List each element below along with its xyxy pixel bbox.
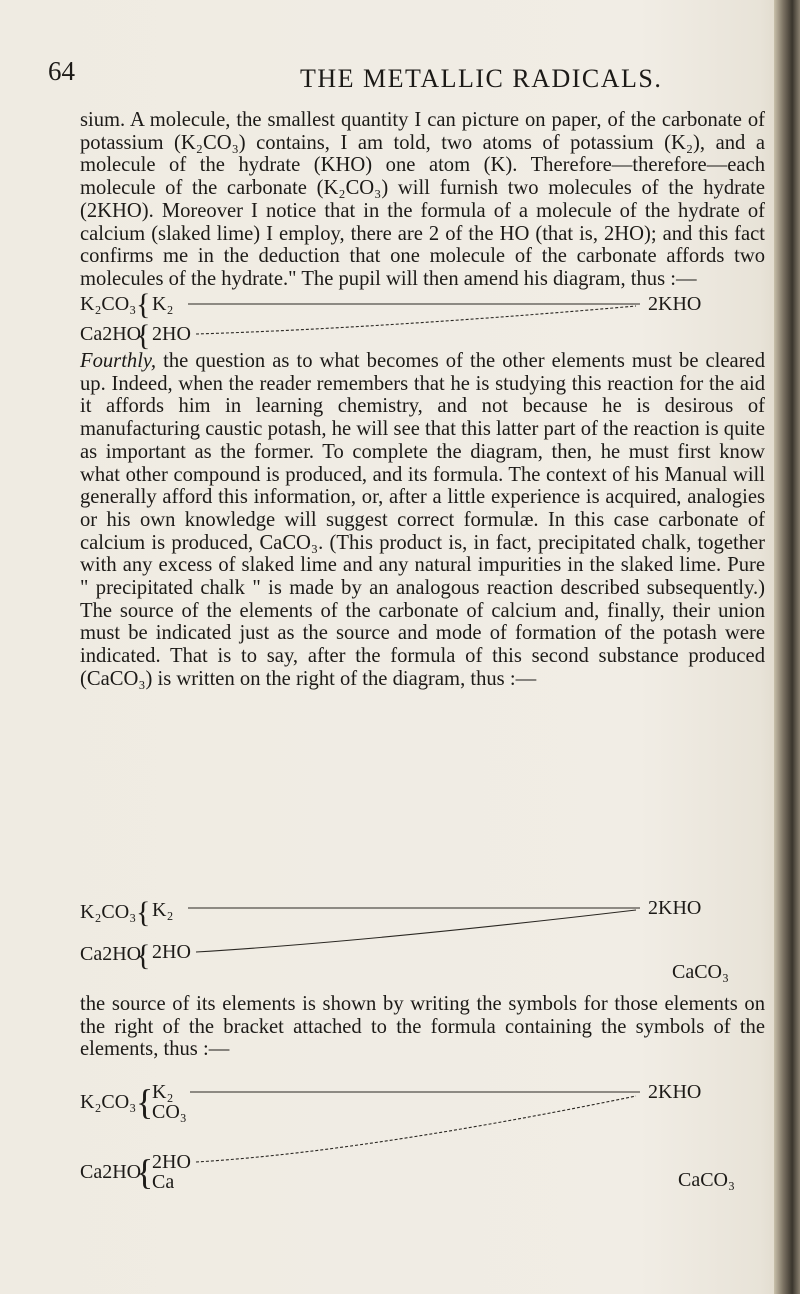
d3-reactant-2-part-a: 2HO xyxy=(152,1151,191,1173)
d3-reactant-1-part-b: CO₃ xyxy=(152,1101,187,1123)
d1-reactant-1-part: K₂ xyxy=(152,293,174,315)
paragraph-2 xyxy=(80,350,765,691)
d3-product-1: 2KHO xyxy=(648,1081,702,1103)
d2-reactant-1-part: K₂ xyxy=(152,899,174,921)
d3-curve xyxy=(196,1096,636,1162)
reaction-diagram-1 xyxy=(80,290,770,350)
paragraph-3: the source of its elements is shown by writing the symbols for those elements on the right of the bracket attached to the formula containing the symbols of the elements, thus :— xyxy=(80,993,765,1061)
d2-brace-1: { xyxy=(136,896,151,929)
book-binding-edge xyxy=(774,0,800,1294)
d3-brace-1: { xyxy=(136,1082,154,1122)
d1-reactant-2: Ca2HO xyxy=(80,323,142,345)
d3-brace-2: { xyxy=(136,1152,154,1192)
d1-product-1: 2KHO xyxy=(648,293,702,315)
d3-product-2: CaCO₃ xyxy=(678,1169,735,1191)
d2-reactant-2: Ca2HO xyxy=(80,943,142,965)
page-number: 64 xyxy=(48,56,75,86)
running-title: THE METALLIC RADICALS. xyxy=(300,64,663,93)
d3-reactant-1: K₂CO₃ xyxy=(80,1091,137,1113)
d1-reactant-1: K₂CO₃ xyxy=(80,293,137,315)
d3-reactant-1-part-a: K₂ xyxy=(152,1081,174,1103)
d1-brace-1: { xyxy=(136,290,151,321)
d2-brace-2: { xyxy=(136,939,151,972)
paragraph-2-lead: Fourthly, xyxy=(80,350,157,372)
d2-product-1: 2KHO xyxy=(648,897,702,919)
d3-reactant-2-part-b: Ca xyxy=(152,1171,175,1193)
reaction-diagram-3 xyxy=(80,1080,770,1200)
d2-reactant-1: K₂CO₃ xyxy=(80,901,137,923)
d2-product-2: CaCO₃ xyxy=(672,961,729,983)
d2-curve xyxy=(196,910,636,952)
paragraph-2-body: the question as to what becomes of the other elements must be cleared up. Indeed, when the reader remembers that he is studying this reaction for the aid it affords him in learning chemistry, and not because he is desirous of manufacturing caustic potash, he will see that this latter part of the reaction is quite as important as the former. To complete the diagram, then, he must first know what other compound is produced, and its formula. The context of his Manual will generally afford this information, or, after a little experience is acquired, analogies or his own knowledge will suggest correct formulæ. In this case carbonate of calcium is produced, CaCO₃. (This product is, in fact, precipitated chalk, together with any excess of slaked lime and any natural impurities in the slaked lime. Pure " precipitated chalk " is made by an analogous reaction described subsequently.) The source of the elements of the carbonate of calcium and, finally, their union must be indicated just as the source and mode of formation of the potash were indicated. That is to say, after the formula of this second substance produced (CaCO₃) is written on the right of the diagram, thus :— xyxy=(80,350,765,690)
d2-reactant-2-part: 2HO xyxy=(152,941,191,963)
d3-reactant-2: Ca2HO xyxy=(80,1161,142,1183)
paragraph-1: sium. A molecule, the smallest quantity I can picture on paper, of the carbonate of potassium (K₂CO₃) contains, I am told, two atoms of potassium (K₂), and a molecule of the hydrate (KHO) one atom (K). Therefore—therefore—each molecule of the carbonate (K₂CO₃) will furnish two molecules of the hydrate (2KHO). Moreover I notice that in the formula of a molecule of the hydrate of calcium (slaked lime) I employ, there are 2 of the HO (that is, 2HO); and this fact confirms me in the deduction that one molecule of the carbonate affords two molecules of the hydrate." The pupil will then amend his diagram, thus :— xyxy=(80,109,765,290)
d1-reactant-2-part: 2HO xyxy=(152,323,191,345)
d1-brace-2: { xyxy=(136,319,151,350)
d1-curve xyxy=(196,306,636,334)
reaction-diagram-2 xyxy=(80,896,770,986)
